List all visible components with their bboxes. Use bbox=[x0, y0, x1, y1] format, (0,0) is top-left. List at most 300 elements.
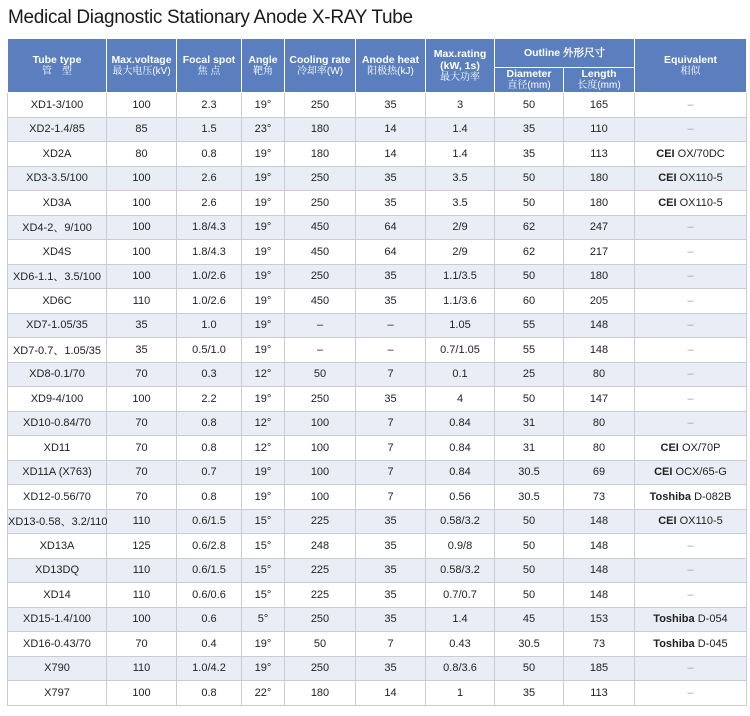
angle-cell: 19° bbox=[242, 460, 285, 485]
table-row bbox=[8, 656, 747, 681]
equivalent-model: OX110-5 bbox=[679, 172, 723, 185]
equivalent-model: – bbox=[687, 539, 694, 552]
focal-spot-cell: 0.8 bbox=[177, 681, 242, 706]
angle-cell: 19° bbox=[242, 264, 285, 289]
focal-spot-cell: 0.4 bbox=[177, 632, 242, 657]
cooling-rate-cell: 250 bbox=[285, 656, 356, 681]
table-row bbox=[8, 583, 747, 608]
diameter-cell: 35 bbox=[495, 117, 564, 142]
angle-cell: 5° bbox=[242, 607, 285, 632]
length-cell: 73 bbox=[564, 485, 635, 510]
equivalent-cell bbox=[635, 264, 747, 289]
equivalent-brand: CEI bbox=[654, 466, 673, 479]
col-header-tube-type: Tube type 管 型 bbox=[8, 39, 107, 93]
max-voltage-cell: 100 bbox=[107, 191, 177, 216]
focal-spot-cell: 0.8 bbox=[177, 436, 242, 461]
equivalent-model: – bbox=[687, 662, 694, 675]
equivalent-model: – bbox=[687, 368, 694, 381]
max-rating-cell: 0.9/8 bbox=[426, 534, 495, 559]
diameter-cell: 25 bbox=[495, 362, 564, 387]
length-cell: 148 bbox=[564, 509, 635, 534]
col-header-diameter: Diameter 直径(mm) bbox=[495, 68, 564, 93]
focal-spot-cell: 2.2 bbox=[177, 387, 242, 412]
equivalent-cell bbox=[635, 117, 747, 142]
table-row bbox=[8, 313, 747, 338]
max-voltage-cell: 100 bbox=[107, 681, 177, 706]
length-cell: 185 bbox=[564, 656, 635, 681]
table-row bbox=[8, 485, 747, 510]
focal-spot-cell: 2.6 bbox=[177, 191, 242, 216]
tube-type-cell: XD14 bbox=[8, 583, 107, 608]
max-rating-cell: 2/9 bbox=[426, 240, 495, 265]
cooling-rate-cell: 225 bbox=[285, 509, 356, 534]
angle-cell: 19° bbox=[242, 240, 285, 265]
diameter-cell: 50 bbox=[495, 583, 564, 608]
length-cell: 148 bbox=[564, 558, 635, 583]
max-voltage-cell: 70 bbox=[107, 362, 177, 387]
table-row bbox=[8, 632, 747, 657]
focal-spot-cell: 0.6 bbox=[177, 607, 242, 632]
diameter-cell: 62 bbox=[495, 240, 564, 265]
angle-cell: 19° bbox=[242, 142, 285, 167]
anode-heat-cell: 35 bbox=[356, 191, 426, 216]
angle-cell: 19° bbox=[242, 93, 285, 118]
equivalent-cell bbox=[635, 387, 747, 412]
equivalent-cell bbox=[635, 485, 747, 510]
diameter-cell: 60 bbox=[495, 289, 564, 314]
length-cell: 147 bbox=[564, 387, 635, 412]
equivalent-brand: CEI bbox=[656, 147, 675, 160]
diameter-cell: 50 bbox=[495, 558, 564, 583]
max-voltage-cell: 85 bbox=[107, 117, 177, 142]
anode-heat-cell: 35 bbox=[356, 583, 426, 608]
equivalent-model: OCX/65-G bbox=[675, 466, 727, 479]
max-rating-cell: 1.05 bbox=[426, 313, 495, 338]
angle-cell: 19° bbox=[242, 289, 285, 314]
equivalent-cell bbox=[635, 436, 747, 461]
cooling-rate-cell: 50 bbox=[285, 632, 356, 657]
cooling-rate-cell: 248 bbox=[285, 534, 356, 559]
focal-spot-cell: 0.8 bbox=[177, 142, 242, 167]
table-row bbox=[8, 240, 747, 265]
table-row bbox=[8, 289, 747, 314]
anode-heat-cell: 35 bbox=[356, 264, 426, 289]
anode-heat-cell: 14 bbox=[356, 142, 426, 167]
angle-cell: 15° bbox=[242, 534, 285, 559]
equivalent-model: D-045 bbox=[697, 637, 728, 650]
table-row bbox=[8, 460, 747, 485]
equivalent-cell bbox=[635, 460, 747, 485]
cooling-rate-cell: 450 bbox=[285, 215, 356, 240]
max-rating-cell: 1.1/3.6 bbox=[426, 289, 495, 314]
equivalent-model: – bbox=[687, 392, 694, 405]
equivalent-model: – bbox=[687, 343, 694, 356]
table-row bbox=[8, 215, 747, 240]
focal-spot-cell: 1.8/4.3 bbox=[177, 215, 242, 240]
focal-spot-cell: 0.3 bbox=[177, 362, 242, 387]
focal-spot-cell: 0.6/2.8 bbox=[177, 534, 242, 559]
tube-type-cell: XD2A bbox=[8, 142, 107, 167]
cooling-rate-cell: 450 bbox=[285, 240, 356, 265]
col-header-angle: Angle 靶角 bbox=[242, 39, 285, 93]
max-voltage-cell: 70 bbox=[107, 485, 177, 510]
anode-heat-cell: 35 bbox=[356, 93, 426, 118]
equivalent-cell bbox=[635, 191, 747, 216]
max-rating-cell: 0.58/3.2 bbox=[426, 558, 495, 583]
length-cell: 80 bbox=[564, 436, 635, 461]
equivalent-cell bbox=[635, 289, 747, 314]
table-row bbox=[8, 191, 747, 216]
equivalent-brand: CEI bbox=[658, 172, 677, 185]
tube-type-cell: X797 bbox=[8, 681, 107, 706]
angle-cell: 19° bbox=[242, 485, 285, 510]
max-voltage-cell: 35 bbox=[107, 313, 177, 338]
tube-type-cell: XD4-2、9/100 bbox=[8, 215, 107, 240]
tube-type-cell: X790 bbox=[8, 656, 107, 681]
cooling-rate-cell: 250 bbox=[285, 166, 356, 191]
diameter-cell: 55 bbox=[495, 313, 564, 338]
angle-cell: 15° bbox=[242, 509, 285, 534]
table-row bbox=[8, 142, 747, 167]
spec-table bbox=[7, 38, 747, 706]
table-row bbox=[8, 117, 747, 142]
equivalent-model: OX/70P bbox=[681, 441, 721, 454]
anode-heat-cell: 7 bbox=[356, 411, 426, 436]
cooling-rate-cell: – bbox=[285, 313, 356, 338]
max-voltage-cell: 100 bbox=[107, 93, 177, 118]
cooling-rate-cell: 225 bbox=[285, 583, 356, 608]
table-row bbox=[8, 411, 747, 436]
cooling-rate-cell: 450 bbox=[285, 289, 356, 314]
equivalent-brand: Toshiba bbox=[653, 637, 695, 650]
max-rating-cell: 0.8/3.6 bbox=[426, 656, 495, 681]
diameter-cell: 50 bbox=[495, 534, 564, 559]
anode-heat-cell: 7 bbox=[356, 436, 426, 461]
anode-heat-cell: 35 bbox=[356, 558, 426, 583]
diameter-cell: 50 bbox=[495, 191, 564, 216]
max-rating-cell: 0.84 bbox=[426, 411, 495, 436]
equivalent-model: – bbox=[687, 123, 694, 136]
anode-heat-cell: 14 bbox=[356, 681, 426, 706]
tube-type-cell: XD11A (X763) bbox=[8, 460, 107, 485]
max-rating-cell: 3.5 bbox=[426, 191, 495, 216]
diameter-cell: 30.5 bbox=[495, 485, 564, 510]
col-header-cooling-rate: Cooling rate 冷却率(W) bbox=[285, 39, 356, 93]
cooling-rate-cell: 100 bbox=[285, 485, 356, 510]
anode-heat-cell: 35 bbox=[356, 166, 426, 191]
equivalent-model: – bbox=[687, 417, 694, 430]
focal-spot-cell: 1.8/4.3 bbox=[177, 240, 242, 265]
anode-heat-cell: 64 bbox=[356, 240, 426, 265]
cooling-rate-cell: 250 bbox=[285, 264, 356, 289]
equivalent-cell bbox=[635, 411, 747, 436]
length-cell: 69 bbox=[564, 460, 635, 485]
length-cell: 148 bbox=[564, 313, 635, 338]
max-rating-cell: 1.4 bbox=[426, 607, 495, 632]
max-voltage-cell: 70 bbox=[107, 460, 177, 485]
max-voltage-cell: 110 bbox=[107, 558, 177, 583]
max-rating-cell: 0.7/1.05 bbox=[426, 338, 495, 363]
max-voltage-cell: 80 bbox=[107, 142, 177, 167]
table-row bbox=[8, 387, 747, 412]
focal-spot-cell: 1.0 bbox=[177, 313, 242, 338]
equivalent-cell bbox=[635, 338, 747, 363]
cooling-rate-cell: 100 bbox=[285, 436, 356, 461]
tube-type-cell: XD9-4/100 bbox=[8, 387, 107, 412]
col-header-length: Length 长度(mm) bbox=[564, 68, 635, 93]
equivalent-model: – bbox=[687, 221, 694, 234]
diameter-cell: 35 bbox=[495, 681, 564, 706]
focal-spot-cell: 1.0/2.6 bbox=[177, 264, 242, 289]
table-row bbox=[8, 509, 747, 534]
table-row bbox=[8, 338, 747, 363]
max-voltage-cell: 100 bbox=[107, 166, 177, 191]
anode-heat-cell: 35 bbox=[356, 289, 426, 314]
length-cell: 113 bbox=[564, 681, 635, 706]
anode-heat-cell: 64 bbox=[356, 215, 426, 240]
angle-cell: 19° bbox=[242, 313, 285, 338]
angle-cell: 22° bbox=[242, 681, 285, 706]
cooling-rate-cell: 250 bbox=[285, 191, 356, 216]
diameter-cell: 31 bbox=[495, 411, 564, 436]
cooling-rate-cell: 250 bbox=[285, 387, 356, 412]
anode-heat-cell: 35 bbox=[356, 509, 426, 534]
table-row bbox=[8, 558, 747, 583]
focal-spot-cell: 1.0/4.2 bbox=[177, 656, 242, 681]
length-cell: 180 bbox=[564, 264, 635, 289]
length-cell: 148 bbox=[564, 583, 635, 608]
table-row bbox=[8, 681, 747, 706]
equivalent-cell bbox=[635, 607, 747, 632]
tube-type-cell: XD7-0.7、1.05/35 bbox=[8, 338, 107, 363]
tube-type-cell: XD12-0.56/70 bbox=[8, 485, 107, 510]
tube-type-cell: XD15-1.4/100 bbox=[8, 607, 107, 632]
max-rating-cell: 0.1 bbox=[426, 362, 495, 387]
anode-heat-cell: – bbox=[356, 313, 426, 338]
equivalent-cell bbox=[635, 362, 747, 387]
max-rating-cell: 0.84 bbox=[426, 460, 495, 485]
col-header-max-rating: Max.rating (kW, 1s) 最大功率 bbox=[426, 39, 495, 93]
equivalent-cell bbox=[635, 656, 747, 681]
col-header-focal-spot: Focal spot 焦 点 bbox=[177, 39, 242, 93]
focal-spot-cell: 0.6/1.5 bbox=[177, 558, 242, 583]
equivalent-brand: Toshiba bbox=[653, 613, 695, 626]
angle-cell: 12° bbox=[242, 411, 285, 436]
cooling-rate-cell: – bbox=[285, 338, 356, 363]
length-cell: 80 bbox=[564, 362, 635, 387]
length-cell: 205 bbox=[564, 289, 635, 314]
max-voltage-cell: 100 bbox=[107, 387, 177, 412]
table-row bbox=[8, 166, 747, 191]
focal-spot-cell: 0.6/1.5 bbox=[177, 509, 242, 534]
equivalent-model: – bbox=[687, 319, 694, 332]
length-cell: 80 bbox=[564, 411, 635, 436]
table-body bbox=[8, 93, 747, 706]
equivalent-cell bbox=[635, 583, 747, 608]
equivalent-cell bbox=[635, 509, 747, 534]
table-row bbox=[8, 534, 747, 559]
cooling-rate-cell: 100 bbox=[285, 411, 356, 436]
diameter-cell: 50 bbox=[495, 656, 564, 681]
anode-heat-cell: 35 bbox=[356, 387, 426, 412]
anode-heat-cell: 7 bbox=[356, 362, 426, 387]
tube-type-cell: XD2-1.4/85 bbox=[8, 117, 107, 142]
equivalent-cell bbox=[635, 166, 747, 191]
angle-cell: 12° bbox=[242, 436, 285, 461]
focal-spot-cell: 1.5 bbox=[177, 117, 242, 142]
diameter-cell: 50 bbox=[495, 387, 564, 412]
equivalent-brand: CEI bbox=[660, 441, 679, 454]
length-cell: 153 bbox=[564, 607, 635, 632]
cooling-rate-cell: 100 bbox=[285, 460, 356, 485]
col-header-equivalent: Equivalent 相似 bbox=[635, 39, 747, 93]
max-voltage-cell: 70 bbox=[107, 411, 177, 436]
anode-heat-cell: – bbox=[356, 338, 426, 363]
angle-cell: 19° bbox=[242, 656, 285, 681]
tube-type-cell: XD13DQ bbox=[8, 558, 107, 583]
angle-cell: 19° bbox=[242, 387, 285, 412]
tube-type-cell: XD8-0.1/70 bbox=[8, 362, 107, 387]
equivalent-model: OX110-5 bbox=[679, 515, 723, 528]
angle-cell: 19° bbox=[242, 191, 285, 216]
focal-spot-cell: 0.7 bbox=[177, 460, 242, 485]
diameter-cell: 62 bbox=[495, 215, 564, 240]
angle-cell: 15° bbox=[242, 558, 285, 583]
equivalent-brand: CEI bbox=[658, 196, 677, 209]
length-cell: 148 bbox=[564, 534, 635, 559]
max-voltage-cell: 70 bbox=[107, 632, 177, 657]
max-rating-cell: 0.43 bbox=[426, 632, 495, 657]
length-cell: 165 bbox=[564, 93, 635, 118]
max-voltage-cell: 100 bbox=[107, 264, 177, 289]
equivalent-brand: CEI bbox=[658, 515, 677, 528]
focal-spot-cell: 1.0/2.6 bbox=[177, 289, 242, 314]
max-rating-cell: 2/9 bbox=[426, 215, 495, 240]
focal-spot-cell: 0.8 bbox=[177, 411, 242, 436]
tube-type-cell: XD10-0.84/70 bbox=[8, 411, 107, 436]
cooling-rate-cell: 50 bbox=[285, 362, 356, 387]
table-row bbox=[8, 264, 747, 289]
max-rating-cell: 1.4 bbox=[426, 117, 495, 142]
diameter-cell: 45 bbox=[495, 607, 564, 632]
focal-spot-cell: 0.5/1.0 bbox=[177, 338, 242, 363]
angle-cell: 15° bbox=[242, 583, 285, 608]
tube-type-cell: XD11 bbox=[8, 436, 107, 461]
table-row bbox=[8, 362, 747, 387]
equivalent-cell bbox=[635, 215, 747, 240]
max-rating-cell: 1 bbox=[426, 681, 495, 706]
length-cell: 110 bbox=[564, 117, 635, 142]
equivalent-model: – bbox=[687, 588, 694, 601]
equivalent-cell bbox=[635, 681, 747, 706]
equivalent-model: OX110-5 bbox=[679, 196, 723, 209]
max-rating-cell: 3 bbox=[426, 93, 495, 118]
equivalent-cell bbox=[635, 632, 747, 657]
length-cell: 148 bbox=[564, 338, 635, 363]
cooling-rate-cell: 250 bbox=[285, 93, 356, 118]
equivalent-model: D-054 bbox=[697, 613, 728, 626]
angle-cell: 23° bbox=[242, 117, 285, 142]
anode-heat-cell: 35 bbox=[356, 607, 426, 632]
col-header-max-voltage: Max.voltage 最大电压(kV) bbox=[107, 39, 177, 93]
diameter-cell: 35 bbox=[495, 142, 564, 167]
equivalent-cell bbox=[635, 93, 747, 118]
equivalent-model: D-082B bbox=[694, 490, 732, 503]
focal-spot-cell: 0.6/0.6 bbox=[177, 583, 242, 608]
tube-type-cell: XD4S bbox=[8, 240, 107, 265]
diameter-cell: 50 bbox=[495, 93, 564, 118]
max-rating-cell: 0.58/3.2 bbox=[426, 509, 495, 534]
col-header-anode-heat: Anode heat 阳极热(kJ) bbox=[356, 39, 426, 93]
max-rating-cell: 4 bbox=[426, 387, 495, 412]
anode-heat-cell: 35 bbox=[356, 656, 426, 681]
anode-heat-cell: 7 bbox=[356, 460, 426, 485]
equivalent-cell bbox=[635, 240, 747, 265]
max-voltage-cell: 100 bbox=[107, 215, 177, 240]
length-cell: 180 bbox=[564, 166, 635, 191]
table-row bbox=[8, 607, 747, 632]
equivalent-model: – bbox=[687, 686, 694, 699]
max-voltage-cell: 100 bbox=[107, 607, 177, 632]
tube-type-cell: XD6C bbox=[8, 289, 107, 314]
length-cell: 180 bbox=[564, 191, 635, 216]
diameter-cell: 55 bbox=[495, 338, 564, 363]
max-rating-cell: 0.7/0.7 bbox=[426, 583, 495, 608]
length-cell: 73 bbox=[564, 632, 635, 657]
tube-type-cell: XD6-1.1、3.5/100 bbox=[8, 264, 107, 289]
cooling-rate-cell: 225 bbox=[285, 558, 356, 583]
diameter-cell: 50 bbox=[495, 264, 564, 289]
focal-spot-cell: 0.8 bbox=[177, 485, 242, 510]
col-header-outline: Outline 外形尺寸 bbox=[495, 39, 635, 68]
max-voltage-cell: 110 bbox=[107, 509, 177, 534]
tube-type-cell: XD3-3.5/100 bbox=[8, 166, 107, 191]
anode-heat-cell: 35 bbox=[356, 534, 426, 559]
max-voltage-cell: 100 bbox=[107, 240, 177, 265]
equivalent-model: – bbox=[687, 294, 694, 307]
length-cell: 113 bbox=[564, 142, 635, 167]
angle-cell: 19° bbox=[242, 215, 285, 240]
diameter-cell: 50 bbox=[495, 509, 564, 534]
equivalent-model: OX/70DC bbox=[677, 147, 725, 160]
focal-spot-cell: 2.3 bbox=[177, 93, 242, 118]
cooling-rate-cell: 250 bbox=[285, 607, 356, 632]
diameter-cell: 31 bbox=[495, 436, 564, 461]
max-voltage-cell: 110 bbox=[107, 289, 177, 314]
equivalent-model: – bbox=[687, 270, 694, 283]
tube-type-cell: XD1-3/100 bbox=[8, 93, 107, 118]
table-row bbox=[8, 93, 747, 118]
max-rating-cell: 1.4 bbox=[426, 142, 495, 167]
angle-cell: 19° bbox=[242, 632, 285, 657]
max-rating-cell: 0.56 bbox=[426, 485, 495, 510]
equivalent-cell bbox=[635, 313, 747, 338]
tube-type-cell: XD13A bbox=[8, 534, 107, 559]
cooling-rate-cell: 180 bbox=[285, 117, 356, 142]
tube-type-cell: XD7-1.05/35 bbox=[8, 313, 107, 338]
max-rating-cell: 0.84 bbox=[426, 436, 495, 461]
header-row bbox=[8, 39, 747, 68]
cooling-rate-cell: 180 bbox=[285, 681, 356, 706]
equivalent-model: – bbox=[687, 98, 694, 111]
anode-heat-cell: 7 bbox=[356, 485, 426, 510]
max-voltage-cell: 125 bbox=[107, 534, 177, 559]
max-voltage-cell: 110 bbox=[107, 583, 177, 608]
equivalent-cell bbox=[635, 142, 747, 167]
tube-type-cell: XD3A bbox=[8, 191, 107, 216]
tube-type-cell: XD13-0.58、3.2/110 bbox=[8, 509, 107, 534]
cooling-rate-cell: 180 bbox=[285, 142, 356, 167]
